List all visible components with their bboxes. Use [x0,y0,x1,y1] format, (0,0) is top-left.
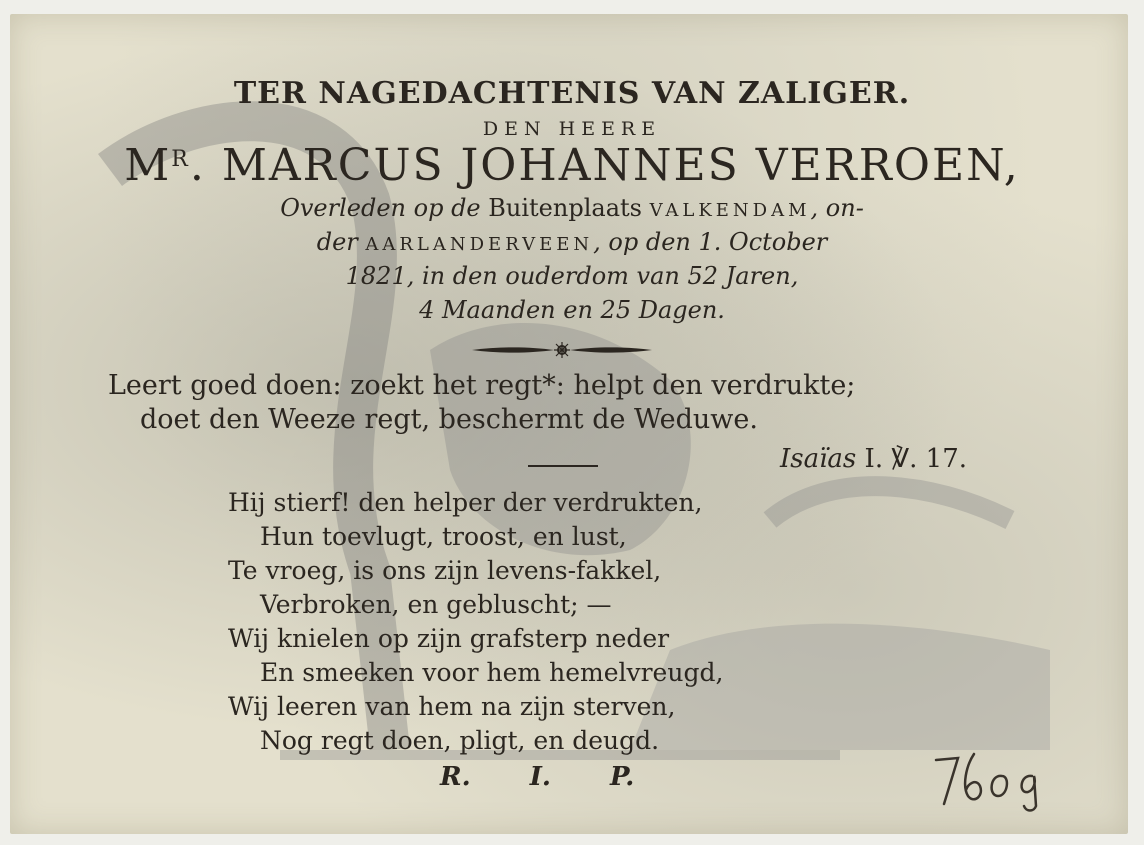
deceased-name [0,140,1144,191]
name-prefix-superscript: R [171,147,190,172]
place-name: AARLANDERVEEN [365,234,594,255]
death-line-2 [0,228,1144,256]
poem-line: En smeeken voor hem hemelvreugd, [260,658,724,687]
ornament-divider [472,342,652,358]
poem-line: Wij knielen op zijn grafsterp neder [228,624,670,653]
text-roman: Buitenplaats [488,194,650,222]
den-heere: DEN HEERE [482,118,662,140]
verse-reference [780,444,967,474]
poem-line: Nog regt doen, pligt, en deugd. [260,726,660,755]
book-name: Isaïas [780,444,857,474]
name-prefix: M [124,140,172,191]
death-line-1 [0,194,1144,222]
poem-line: Hun toevlugt, troost, en lust, [260,522,627,551]
requiescat-in-pace: R. I. P. [440,762,635,792]
poem-line: Hij stierf! den helper der verdrukten, [228,488,703,517]
handwritten-inventory-number [930,746,1050,816]
chapter-verse: I. ℣. 17. [856,444,968,474]
bible-verse-line-1: Leert goed doen: zoekt het regt*: helpt den verdrukte; [108,370,856,401]
memorial-heading: TER NAGEDACHTENIS VAN ZALIGER. [233,76,911,111]
place-name: VALKENDAM [649,200,811,221]
text-italic: Overleden op de [280,194,489,222]
poem-line: Te vroeg, is ons zijn levens-fakkel, [228,556,662,585]
text-italic: , op den 1. October [593,228,828,256]
death-line-3: 1821, in den ouderdom van 52 Jaren, [345,262,799,290]
death-line-4: 4 Maanden en 25 Dagen. [419,296,725,324]
poem-line: Wij leeren van hem na zijn sterven, [228,692,676,721]
poem-line: Verbroken, en gebluscht; — [260,590,612,619]
text-italic: der [316,228,366,256]
bible-verse-line-2: doet den Weeze regt, beschermt de Weduwe. [140,404,758,435]
name-text: . MARCUS JOHANNES VERROEN, [189,140,1020,191]
short-rule [528,465,598,467]
text-italic: , on- [810,194,864,222]
